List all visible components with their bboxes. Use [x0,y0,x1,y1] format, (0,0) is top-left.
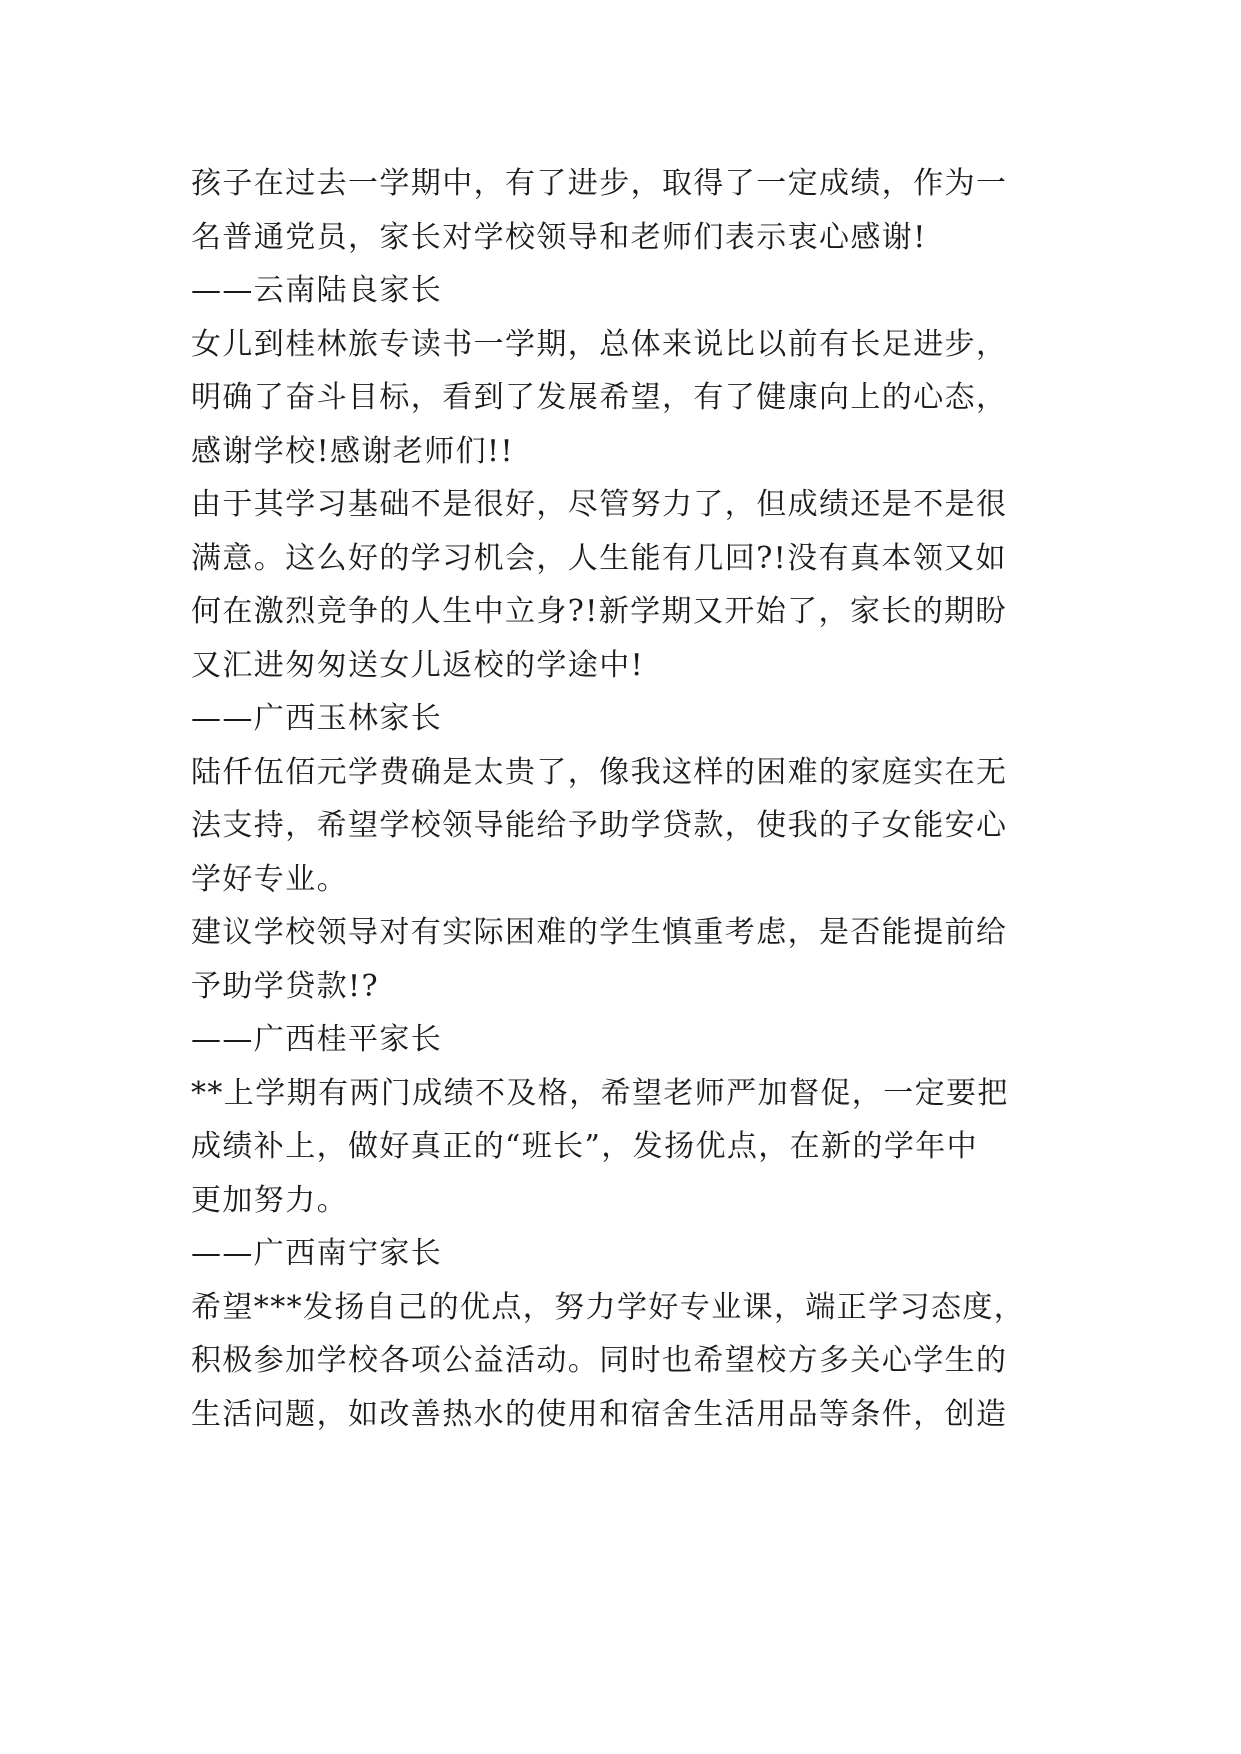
signature-line: ——广西玉林家长 [191,701,443,736]
text-line: 生活问题，如改善热水的使用和宿舍生活用品等条件，创造 [191,1396,1008,1432]
signature-line: ——云南陆良家长 [191,273,443,308]
text-line: 孩子在过去一学期中，有了进步，取得了一定成绩，作为一 [191,166,1008,201]
signature-line: ——广西南宁家长 [191,1236,443,1271]
text-line: 满意。这么好的学习机会，人生能有几回?!没有真本领又如 [191,540,1007,576]
text-line: 又汇进匆匆送女儿返校的学途中! [191,647,645,683]
text-line: 陆仟伍佰元学费确是太贵了，像我这样的困难的家庭实在无 [191,754,1008,790]
text-line: 建议学校领导对有实际困难的学生慎重考虑，是否能提前给 [191,915,1008,950]
text-line: 更加努力。 [191,1182,348,1218]
text-line: 感谢学校!感谢老师们!! [191,433,514,469]
text-line: 何在激烈竞争的人生中立身?!新学期又开始了，家长的期盼 [191,594,1007,629]
text-line: 希望***发扬自己的优点，努力学好专业课，端正学习态度， [191,1289,1026,1325]
signature-line: ——广西桂平家长 [191,1022,443,1057]
text-line: 予助学贷款!? [191,968,379,1004]
text-line: 积极参加学校各项公益活动。同时也希望校方多关心学生的 [191,1343,1008,1378]
text-line: 学好专业。 [191,861,348,897]
text-line: 法支持，希望学校领导能给予助学贷款，使我的子女能安心 [191,808,1008,843]
document-body [191,157,1061,1441]
text-line: 成绩补上，做好真正的“班长”，发扬优点，在新的学年中 [191,1129,979,1164]
text-line: 名普通党员，家长对学校领导和老师们表示衷心感谢! [191,219,927,255]
text-line: 明确了奋斗目标，看到了发展希望，有了健康向上的心态， [191,380,1008,415]
text-line: 由于其学习基础不是很好，尽管努力了，但成绩还是不是很 [191,487,1008,522]
text-line: **上学期有两门成绩不及格，希望老师严加督促，一定要把 [191,1075,1009,1111]
text-line: 女儿到桂林旅专读书一学期，总体来说比以前有长足进步， [191,326,1008,362]
